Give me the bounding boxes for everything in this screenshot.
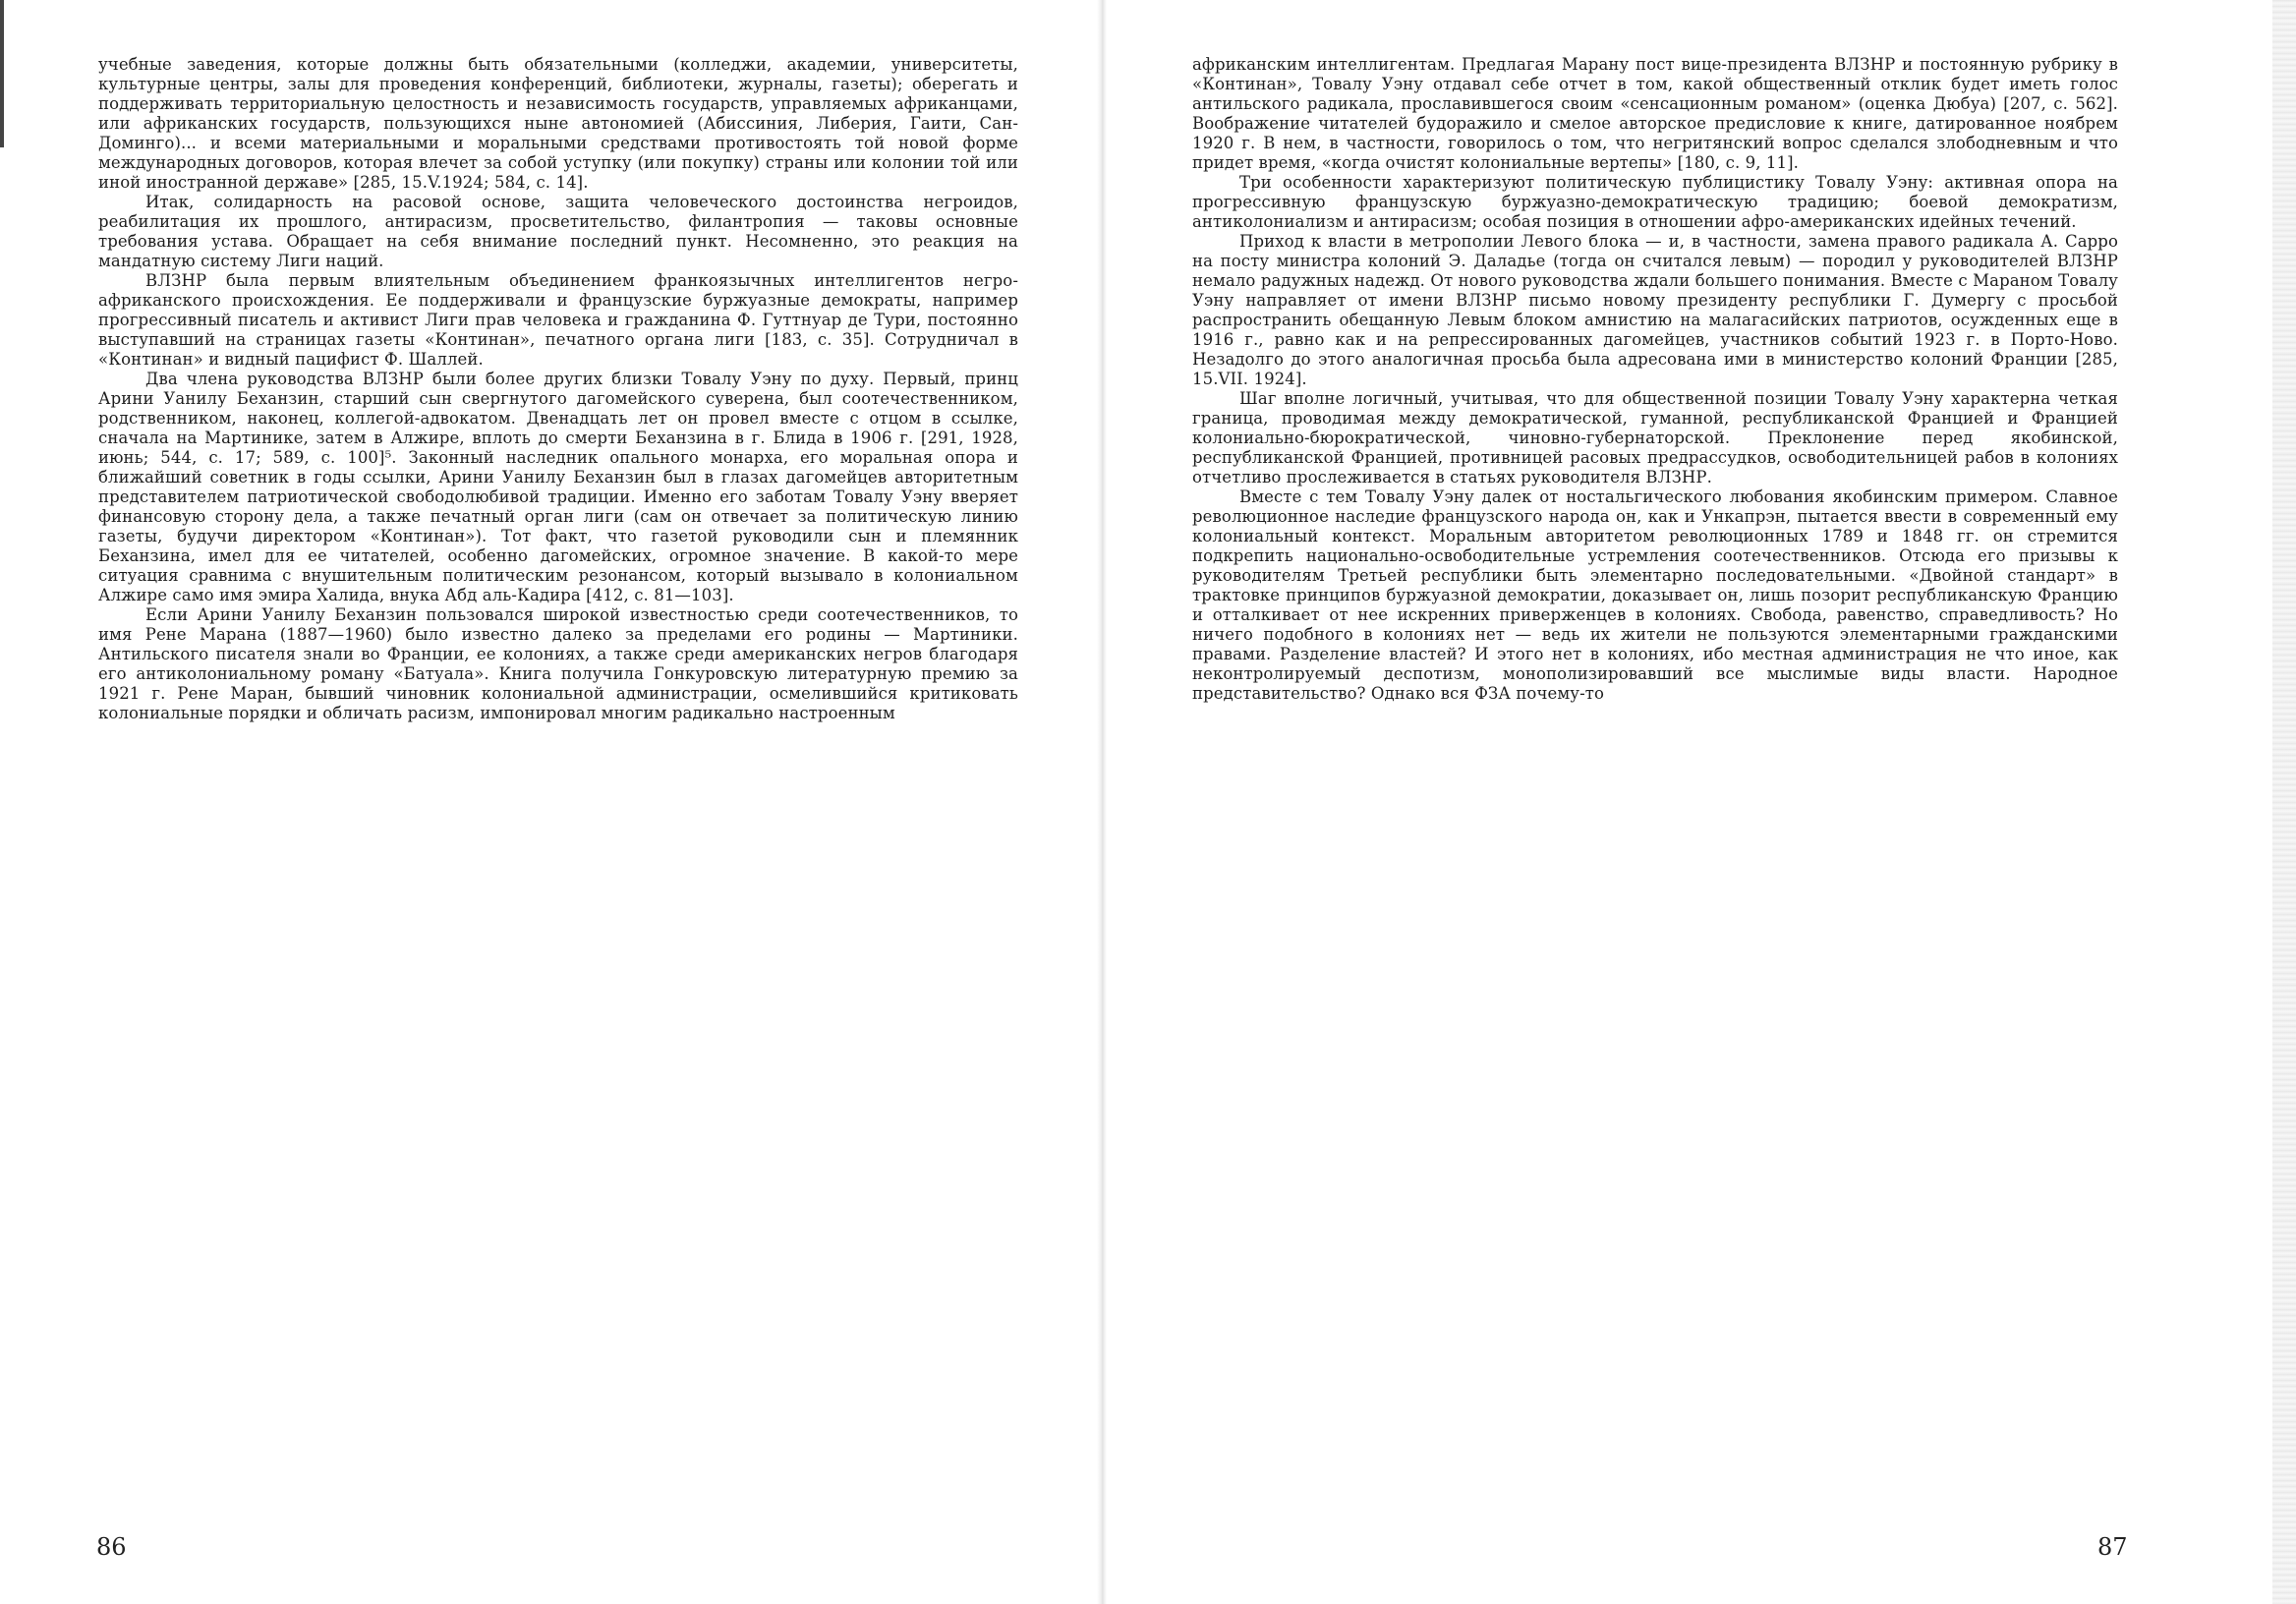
left-paragraph-3: ВЛЗНР была первым влиятельным объединением франкоязычных интеллигентов негро-африканского происхождения. Ее поддерживали и французские буржуазные демократы, например прогрессивный писатель и активист Лиги прав человека и гражданина Ф. Гуттнуар де Тури, постоянно выступавший на страницах газеты «Континан», печатного органа лиги [183, с. 35]. Сотрудничал в «Континан» и видный пацифист Ф. Шаллей. [98,271,1018,369]
right-paragraph-1: африканским интеллигентам. Предлагая Марану пост вице-президента ВЛЗНР и постоянную рубрику в «Континан», Товалу Уэну отдавал себе отчет в том, какой общественный отклик будет иметь голос антильского радикала, прославившегося своим «сенсационным романом» (оценка Дюбуа) [207, с. 562]. Воображение читателей будоражило и смелое авторское предисловие к книге, датированное ноябрем 1920 г. В нем, в частности, говорилось о том, что негритянский вопрос сделался злободневным и что придет время, «когда очистят колониальные вертепы» [180, с. 9, 11]. [1192,55,2118,172]
right-page-number: 87 [2097,1533,2128,1561]
left-paragraph-5: Если Арини Уанилу Беханзин пользовался широкой известностью среди соотечественников, то имя Рене Марана (1887—1960) было известно далеко за пределами его родины — Мартиники. Антильского писателя знали во Франции, ее колониях, а также среди американских негров благодаря его антиколониальному роману «Батуала». Книга получила Гонкуровскую литературную премию за 1921 г. Рене Маран, бывший чиновник колониальной администрации, осмелившийся критиковать колониальные порядки и обличать расизм, импонировал многим радикально настроенным [98,605,1018,722]
right-page [1192,55,2118,1529]
right-paragraph-4: Шаг вполне логичный, учитывая, что для общественной позиции Товалу Уэну характерна четкая граница, проводимая между демократической, гуманной, республиканской Францией и Францией колониально-бюрократической, чиновно-губернаторской. Преклонение перед якобинской, республиканской Францией, противницей расовых предрассудков, освободительницей рабов в колониях отчетливо прослеживается в статьях руководителя ВЛЗНР. [1192,389,2118,487]
right-paragraph-5: Вместе с тем Товалу Уэну далек от ностальгического любования якобинским примером. Славное революционное наследие французского народа он, как и Ункапрэн, пытается ввести в современный ему колониальный контекст. Моральным авторитетом революционных 1789 и 1848 гг. он стремится подкрепить национально-освободительные устремления соотечественников. Отсюда его призывы к руководителям Третьей республики быть элементарно последовательными. «Двойной стандарт» в трактовке принципов буржуазной демократии, доказывает он, лишь позорит республиканскую Францию и отталкивает от нее искренних приверженцев в колониях. Свобода, равенство, справедливость? Но ничего подобного в колониях нет — ведь их жители не пользуются элементарными гражданскими правами. Разделение властей? И этого нет в колониях, ибо местная администрация не что иное, как неконтролируемый деспотизм, монополизировавший все мыслимые виды власти. Народное представительство? Однако вся ФЗА почему-то [1192,487,2118,703]
right-paragraph-3: Приход к власти в метрополии Левого блока — и, в частности, замена правого радикала А. Сарро на посту министра колоний Э. Даладье (тогда он считался левым) — породил у руководителей ВЛЗНР немало радужных надежд. От нового руководства ждали большего понимания. Вместе с Мараном Товалу Уэну направляет от имени ВЛЗНР письмо новому президенту республики Г. Думергу с просьбой распространить обещанную Левым блоком амнистию на малагасийских патриотов, осужденных еще в 1916 г., равно как и на репрессированных дагомейцев, участников событий 1923 г. в Порто-Ново. Незадолго до этого аналогичная просьба была адресована ими в министерство колоний Франции [285, 15.VII. 1924]. [1192,232,2118,388]
scan-edge-mark [0,0,4,147]
scan-page-edge [2272,0,2296,1604]
left-page-number: 86 [96,1533,127,1561]
book-gutter [1097,0,1107,1604]
left-paragraph-2: Итак, солидарность на расовой основе, защита человеческого достоинства негроидов, реабилитация их прошлого, антирасизм, просветительство, филантропия — таковы основные требования устава. Обращает на себя внимание последний пункт. Несомненно, это реакция на мандатную систему Лиги наций. [98,193,1018,270]
left-paragraph-1: учебные заведения, которые должны быть обязательными (колледжи, академии, университеты, культурные центры, залы для проведения конференций, библиотеки, журналы, газеты); оберегать и поддерживать территориальную целостность и независимость государств, управляемых африканцами, или африканских государств, пользующихся ныне автономией (Абиссиния, Либерия, Гаити, Сан-Доминго)... и всеми материальными и моральными средствами противостоять той новой форме международных договоров, которая влечет за собой уступку (или покупку) страны или колонии той или иной иностранной державе» [285, 15.V.1924; 584, с. 14]. [98,55,1018,192]
right-paragraph-2: Три особенности характеризуют политическую публицистику Товалу Уэну: активная опора на прогрессивную французскую буржуазно-демократическую традицию; боевой демократизм, антиколониализм и антирасизм; особая позиция в отношении афро-американских идейных течений. [1192,173,2118,231]
left-page [98,55,1018,1529]
left-paragraph-4: Два члена руководства ВЛЗНР были более других близки Товалу Уэну по духу. Первый, принц Арини Уанилу Беханзин, старший сын свергнутого дагомейского суверена, был соотечественником, родственником, наконец, коллегой-адвокатом. Двенадцать лет он провел вместе с отцом в ссылке, сначала на Мартинике, затем в Алжире, вплоть до смерти Беханзина в г. Блида в 1906 г. [291, 1928, июнь; 544, с. 17; 589, с. 100]⁵. Законный наследник опального монарха, его моральная опора и ближайший советник в годы ссылки, Арини Уанилу Беханзин был в глазах дагомейцев авторитетным представителем патриотической свободолюбивой традиции. Именно его заботам Товалу Уэну вверяет финансовую сторону дела, а также печатный орган лиги (сам он отвечает за политическую линию газеты, будучи директором «Континан»). Тот факт, что газетой руководили сын и племянник Беханзина, имел для ее читателей, особенно дагомейских, огромное значение. В какой-то мере ситуация сравнима с внушительным политическим резонансом, который вызывало в колониальном Алжире само имя эмира Халида, внука Абд аль-Кадира [412, с. 81—103]. [98,370,1018,604]
